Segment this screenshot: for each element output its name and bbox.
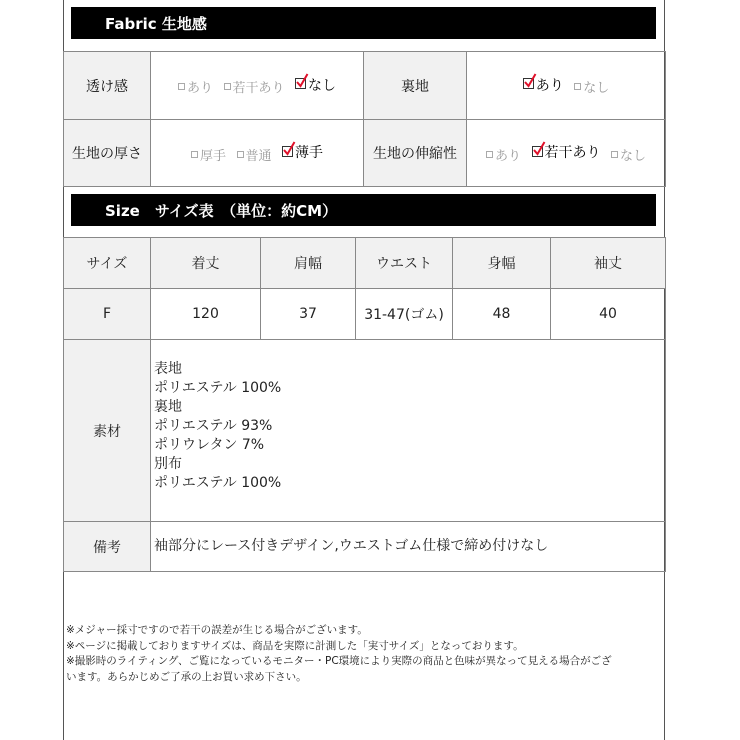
material-line: ポリエステル 93% [154, 418, 273, 434]
thickness-option-thin: 薄手 [282, 142, 323, 162]
material-line: ポリエステル 100% [154, 475, 282, 491]
material-line: 表地 [154, 361, 182, 377]
size-header-row [64, 238, 666, 289]
sheer-label: 透け感 [64, 52, 151, 120]
fabric-row-1 [64, 52, 666, 120]
stretch-label: 生地の伸縮性 [364, 120, 467, 187]
fabric-row-2 [64, 120, 666, 187]
material-line: ポリウレタン 7% [154, 437, 265, 453]
note-line: ※撮影時のライティング、ご覧になっているモニター・PC環境により実際の商品と色味が異なって見える場合がござ [66, 655, 612, 667]
notes [66, 623, 662, 685]
length-value: 120 [151, 289, 261, 340]
checkmark-icon [523, 78, 534, 89]
waist-value: 31-47(ゴム) [356, 289, 453, 340]
checkmark-icon [532, 146, 543, 157]
remarks-text: 袖部分にレース付きデザイン,ウエストゴム仕様で締め付けなし [151, 522, 666, 572]
lining-option-no: なし [574, 77, 609, 96]
material-content [151, 340, 666, 522]
stretch-option-slight: 若干あり [532, 142, 601, 162]
lining-option-yes: あり [523, 75, 564, 95]
checkmark-icon [282, 146, 293, 157]
thickness-options [151, 120, 364, 187]
checkmark-icon [295, 78, 306, 89]
checkbox-empty-icon [237, 151, 244, 158]
stretch-options [467, 120, 666, 187]
material-line: 裏地 [154, 399, 182, 415]
note-line: ※メジャー採寸ですので若干の誤差が生じる場合がございます。 [66, 624, 368, 636]
lining-label: 裏地 [364, 52, 467, 120]
material-label: 素材 [64, 340, 151, 522]
divider [63, 571, 665, 572]
size-header [71, 194, 656, 226]
note-line: ※ページに掲載しておりますサイズは、商品を実際に計測した「実寸サイズ」となっております。 [66, 639, 524, 652]
sleeve-value: 40 [551, 289, 666, 340]
remarks-label: 備考 [64, 522, 151, 572]
sheer-option-none: なし [295, 75, 336, 95]
stretch-option-yes: あり [486, 145, 521, 164]
col-shoulder: 肩幅 [261, 238, 356, 289]
remarks-row [64, 522, 666, 572]
thickness-label: 生地の厚さ [64, 120, 151, 187]
sheer-options [151, 52, 364, 120]
size-data-row [64, 289, 666, 340]
width-value: 48 [453, 289, 551, 340]
lining-options [467, 52, 666, 120]
size-table [63, 237, 666, 572]
material-line: 別布 [154, 456, 182, 472]
col-width: 身幅 [453, 238, 551, 289]
stretch-option-none: なし [611, 145, 646, 164]
fabric-header-text: Fabric 生地感 [105, 14, 207, 33]
fabric-header [71, 7, 656, 39]
size-header-text: Size サイズ表 （単位：約CM） [105, 201, 338, 220]
checkbox-empty-icon [178, 83, 185, 90]
checkbox-empty-icon [486, 151, 493, 158]
col-size: サイズ [64, 238, 151, 289]
sheer-option-slight: 若干あり [224, 77, 285, 96]
shoulder-value: 37 [261, 289, 356, 340]
checkbox-empty-icon [611, 151, 618, 158]
thickness-option-thick: 厚手 [191, 145, 226, 164]
checkbox-empty-icon [191, 151, 198, 158]
size-value: F [64, 289, 151, 340]
sheer-option-yes: あり [178, 77, 213, 96]
col-length: 着丈 [151, 238, 261, 289]
checkbox-empty-icon [574, 83, 581, 90]
material-line: ポリエステル 100% [154, 380, 282, 396]
col-waist: ウエスト [356, 238, 453, 289]
col-sleeve: 袖丈 [551, 238, 666, 289]
material-row [64, 340, 666, 522]
checkbox-empty-icon [224, 83, 231, 90]
note-line: います。あらかじめご了承の上お買い求め下さい。 [66, 670, 307, 683]
thickness-option-normal: 普通 [237, 145, 272, 164]
fabric-table [63, 51, 666, 187]
